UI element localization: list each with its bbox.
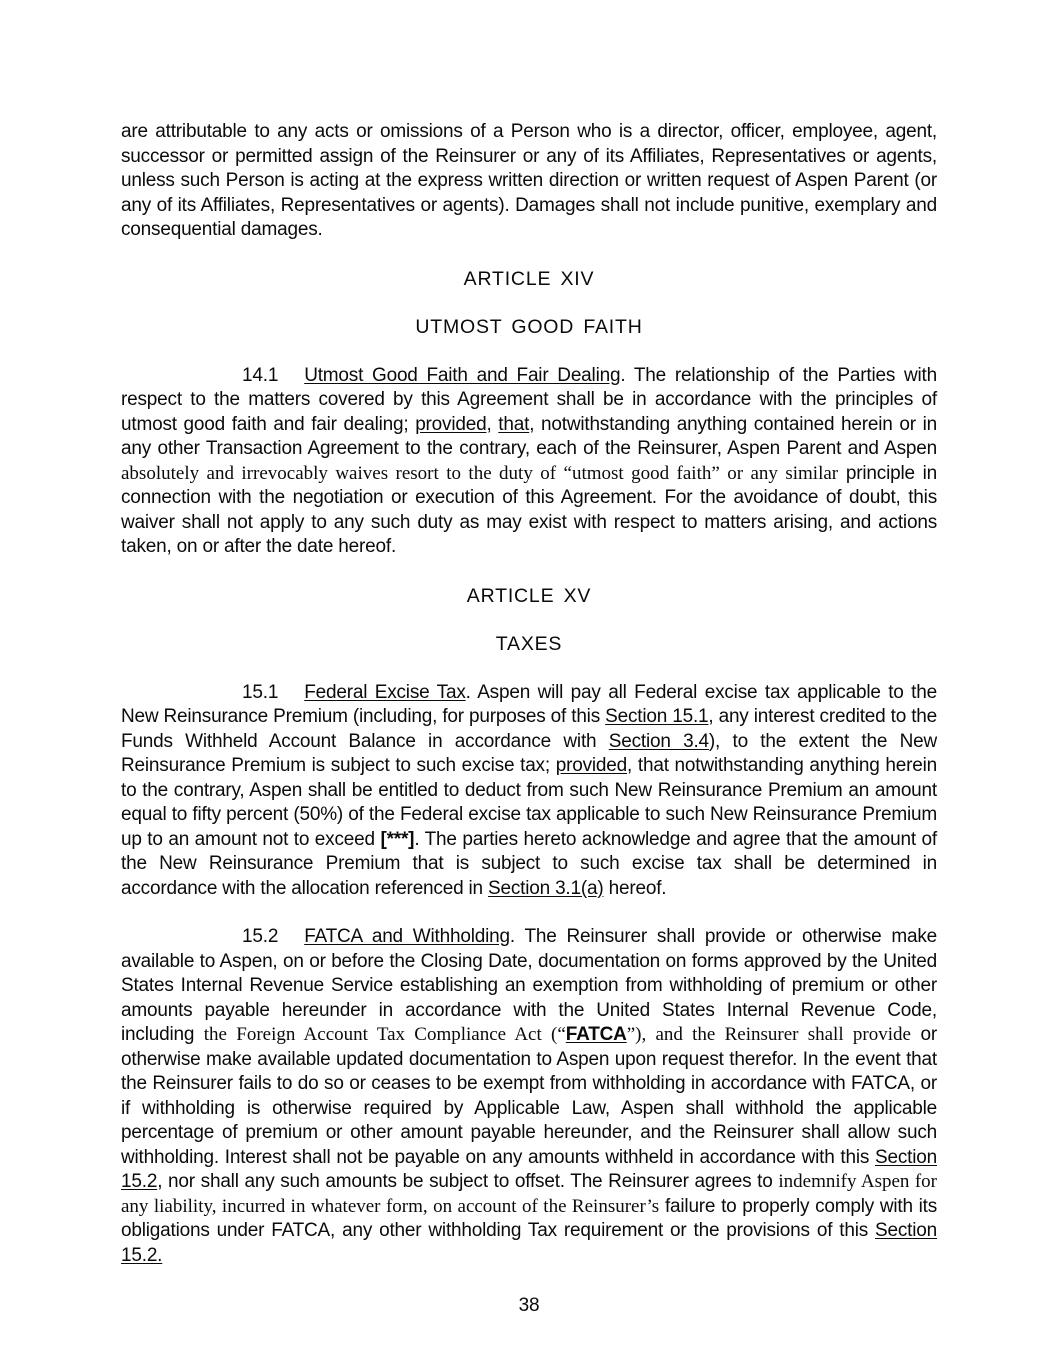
section-14-1-paragraph: 14.1 Utmost Good Faith and Fair Dealing. The relationship of the Parties with respect to the matters covered by this Agreement shall be in accordance with the principles of utmost good faith and fair dealing; provided, that, notwithstanding anything contained herein or in any other Transaction Agreement to the contrary, each of the Reinsurer, Aspen Parent and Aspen absolutely and irrevocably waives resort to the duty of “utmost good faith” or any similar principle in connection with the negotiation or execution of this Agreement. For the avoidance of doubt, this waiver shall not apply to any such duty as may exist with respect to matters arising, and actions taken, on or after the date hereof.	[121, 364, 937, 557]
paragraph-damages-continuation: are attributable to any acts or omissions of a Person who is a director, officer, employee, agent, successor or permitted assign of the Reinsurer or any of its Affiliates, Representatives or agents, unless such Person is acting at the express written direction or written request of Aspen Parent (or any of its Affiliates, Representatives or agents). Damages shall not include punitive, exemplary and consequential damages.	[121, 121, 937, 240]
section-15-1-paragraph: 15.1 Federal Excise Tax. Aspen will pay all Federal excise tax applicable to the New Reinsurance Premium (including, for purposes of this Section 15.1, any interest credited to the Funds Withheld Account Balance in accordance with Section 3.4), to the extent the New Reinsurance Premium is subject to such excise tax; provided, that notwithstanding anything herein to the contrary, Aspen shall be entitled to deduct from such New Reinsurance Premium an amount equal to fifty percent (50%) of the Federal excise tax applicable to such New Reinsurance Premium up to an amount not to exceed [***]. The parties hereto acknowledge and agree that the amount of the New Reinsurance Premium that is subject to such excise tax shall be determined in accordance with the allocation referenced in Section 3.1(a) hereof.	[121, 681, 938, 899]
heading-article-xiv: ARTICLE XIV	[463, 267, 595, 290]
heading-utmost-good-faith: UTMOST GOOD FAITH	[415, 316, 643, 338]
page-number: 38	[518, 1295, 540, 1316]
heading-taxes: TAXES	[495, 633, 563, 655]
heading-article-xv: ARTICLE XV	[466, 584, 592, 607]
section-15-2-paragraph: 15.2 FATCA and Withholding. The Reinsurer shall provide or otherwise make available to Aspen, on or before the Closing Date, documentation on forms approved by the United States Internal Revenue Service establishing an exemption from withholding of premium or other amounts payable hereunder in accordance with the United States Internal Revenue Code, including the Foreign Account Tax Compliance Act (“FATCA”), and the Reinsurer shall provide or otherwise make available updated documentation to Aspen upon request therefor. In the event that the Reinsurer fails to do so or ceases to be exempt from withholding in accordance with FATCA, or if withholding is otherwise required by Applicable Law, Aspen shall withhold the applicable percentage of premium or other amount payable hereunder, and the Reinsurer shall allow such withholding. Interest shall not be payable on any amounts withheld in accordance with this Section 15.2, nor shall any such amounts be subject to offset. The Reinsurer agrees to indemnify Aspen for any liability, incurred in whatever form, on account of the Reinsurer’s failure to properly comply with its obligations under FATCA, any other withholding Tax requirement or the provisions of this Section 15.2.	[121, 926, 938, 1266]
